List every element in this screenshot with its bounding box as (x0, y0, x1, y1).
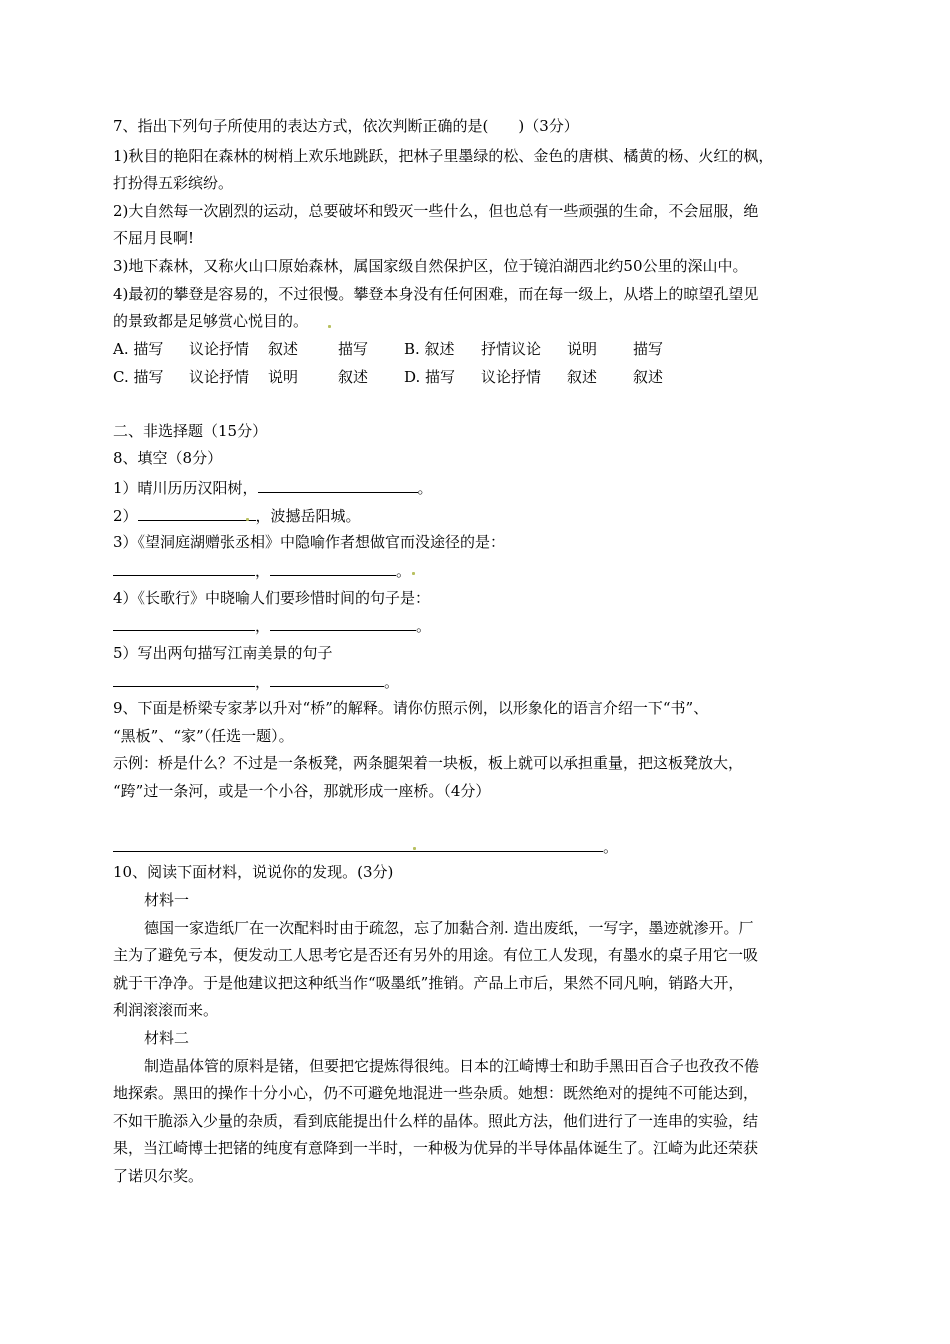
period: 。 (603, 838, 619, 856)
material-1-line-2: 主为了避免亏本，便发动工人思考它是否还有另外的用途。有位工人发现，有墨水的桌子用它一吸 (113, 946, 759, 964)
blank-3b[interactable] (270, 560, 396, 576)
option-c-3: 说明 (268, 368, 299, 386)
q9-example-cont: “跨”过一条河，或是一个小谷，那就形成一座桥。（4分） (113, 782, 491, 800)
q7-sentence-3: 3)地下森林，又称火山口原始森林，属国家级自然保护区，位于镜泊湖西北约50公里的深山中。 (113, 257, 748, 275)
option-b-2: 抒情议论 (481, 340, 542, 358)
q7-sentence-4-cont: 的景致都是足够赏心悦目的。 (113, 312, 309, 330)
q8-item-3-answer (113, 560, 411, 581)
q7-options-row-1 (113, 339, 663, 359)
material-2-line-2: 地探索。黑田的操作十分小心，仍不可避免地混进一些杂质。她想：既然绝对的提纯不可能达到， (113, 1084, 759, 1102)
q8-item-5: 5）写出两句描写江南美景的句子 (113, 644, 333, 662)
q8-item-1 (113, 477, 433, 498)
option-d: D. 描写 (404, 368, 456, 386)
option-d-4: 叙述 (633, 368, 664, 386)
comma: ， (255, 673, 271, 691)
q8-item-1-text: 1）晴川历历汉阳树， (113, 479, 258, 497)
blank-2[interactable] (138, 505, 256, 521)
option-a-2: 议论抒情 (189, 340, 250, 358)
q7-sentence-2-cont: 不屈月艮啊! (113, 229, 195, 247)
q9-example: 示例：桥是什么？不过是一条板凳，两条腿架着一块板，板上就可以承担重量，把这板凳放大， (113, 754, 744, 772)
blank-4a[interactable] (113, 615, 255, 631)
q9-line-1: 9、下面是桥梁专家茅以升对“桥”的解释。请你仿照示例，以形象化的语言介绍一下“书”、 (113, 699, 709, 717)
option-c-2: 议论抒情 (189, 368, 250, 386)
material-2-title: 材料二 (144, 1029, 190, 1047)
q8-item-2-end: ，波撼岳阳城。 (255, 507, 361, 525)
stray-dot (413, 847, 416, 850)
stray-dot (328, 325, 331, 328)
period: 。 (416, 617, 432, 635)
material-1-title: 材料一 (144, 891, 190, 909)
q9-answer (113, 836, 618, 857)
option-a-3: 叙述 (268, 340, 299, 358)
q8-item-1-end: 。 (417, 479, 433, 497)
option-c: C. 描写 (113, 368, 164, 386)
q7-sentence-4: 4)最初的攀登是容易的，不过很慢。攀登本身没有任何困难，而在每一级上，从塔上的晾望孔望见 (113, 285, 759, 303)
comma: ， (255, 617, 271, 635)
q8-item-2 (113, 505, 361, 526)
option-a-4: 描写 (338, 340, 369, 358)
blank-3a[interactable] (113, 560, 255, 576)
option-c-4: 叙述 (338, 368, 369, 386)
material-1-line-3: 就于干净净。于是他建议把这种纸当作“吸墨纸”推销。产品上市后，果然不同凡响，销路大开， (113, 974, 744, 992)
material-2-line-1: 制造晶体管的原料是锗，但要把它提炼得很纯。日本的江崎博士和助手黑田百合子也孜孜不倦 (144, 1057, 760, 1075)
q8-item-4-answer (113, 615, 431, 636)
stray-dot (246, 518, 249, 521)
q8-title: 8、填空（8分） (113, 449, 223, 467)
period: 。 (384, 673, 400, 691)
q8-item-5-answer (113, 671, 399, 692)
option-b-4: 描写 (633, 340, 664, 358)
section-title: 二、非选择题（15分） (113, 422, 268, 440)
q9-line-2: “黑板”、“家”（任选一题）。 (113, 727, 294, 745)
q8-item-3: 3）《望洞庭湖赠张丞相》中隐喻作者想做官而没途径的是： (113, 533, 506, 551)
blank-4b[interactable] (270, 615, 416, 631)
option-b: B. 叙述 (404, 340, 455, 358)
blank-q9[interactable] (113, 836, 603, 852)
q10-title: 10、阅读下面材料，说说你的发现。(3分) (113, 863, 394, 881)
material-2-line-4: 果，当江崎博士把锗的纯度有意降到一半时，一种极为优异的半导体晶体诞生了。江崎为此还荣获 (113, 1139, 759, 1157)
q7-sentence-1: 1)秋目的艳阳在森林的树梢上欢乐地跳跃，把林子里墨绿的松、金色的唐棋、橘黄的杨、火红的枫， (113, 147, 774, 165)
q8-item-2-text: 2） (113, 507, 138, 525)
material-1-line-4: 利润滚滚而来。 (113, 1001, 219, 1019)
q7-options-row-2 (113, 367, 663, 387)
blank-5a[interactable] (113, 671, 255, 687)
option-b-3: 说明 (567, 340, 598, 358)
q7-stem: 7、指出下列句子所使用的表达方式，依次判断正确的是( )（3分） (113, 117, 579, 135)
comma: ， (255, 562, 271, 580)
option-d-2: 议论抒情 (481, 368, 542, 386)
option-d-3: 叙述 (567, 368, 598, 386)
material-2-line-5: 了诺贝尔奖。 (113, 1167, 204, 1185)
stray-dot (412, 572, 415, 575)
material-2-line-3: 不如干脆添入少量的杂质，看到底能提出什么样的晶体。照此方法，他们进行了一连串的实验，结 (113, 1112, 759, 1130)
q7-sentence-2: 2)大自然每一次剧烈的运动，总要破坏和毁灭一些什么，但也总有一些顽强的生命，不会屈服，绝 (113, 202, 759, 220)
option-a: A. 描写 (113, 340, 164, 358)
period: 。 (396, 562, 412, 580)
material-1-line-1: 德国一家造纸厂在一次配料时由于疏忽，忘了加黏合剂. 造出废纸，一写字，墨迹就渗开。厂 (144, 919, 754, 937)
q8-item-4: 4）《长歌行》中晓喻人们要珍惜时间的句子是： (113, 589, 431, 607)
blank-1[interactable] (258, 477, 418, 493)
q7-sentence-1-cont: 打扮得五彩缤纷。 (113, 174, 234, 192)
blank-5b[interactable] (270, 671, 384, 687)
